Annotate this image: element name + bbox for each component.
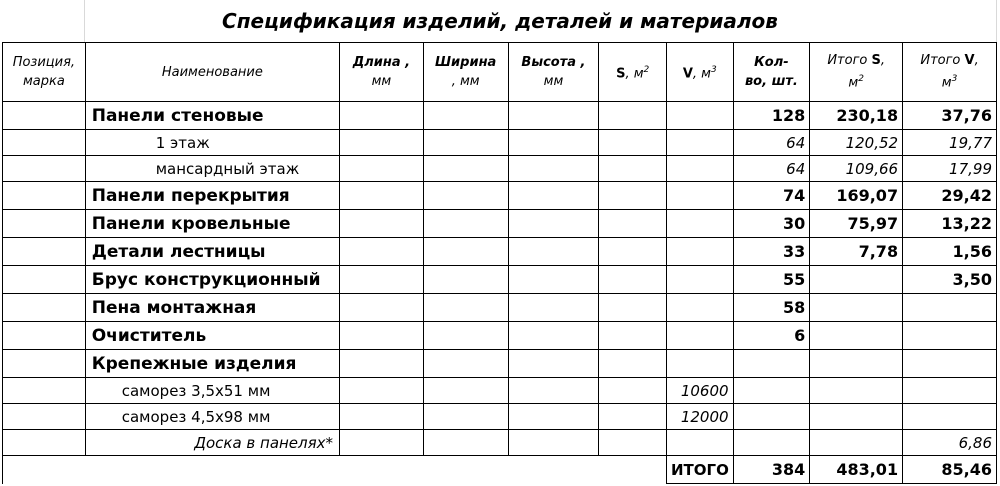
total-v-cell[interactable]: 13,22	[903, 210, 997, 238]
total-s-cell[interactable]: 120,52	[810, 130, 903, 156]
length-cell[interactable]	[340, 378, 424, 404]
height-cell[interactable]	[508, 238, 599, 266]
total-blank-cell	[423, 456, 508, 484]
width-cell[interactable]	[423, 102, 508, 130]
table-row[interactable]	[3, 156, 997, 182]
length-cell[interactable]	[340, 430, 424, 456]
s-cell[interactable]	[599, 266, 667, 294]
total-blank-cell	[599, 456, 667, 484]
item-name-cell[interactable]: 1 этаж	[85, 130, 339, 156]
item-name-cell[interactable]: Брус конструкционный	[85, 266, 339, 294]
height-cell[interactable]	[508, 378, 599, 404]
header-total-v: Итого V, $м^3$	[903, 43, 997, 102]
total-label: ИТОГО	[666, 456, 733, 484]
item-name-cell[interactable]: Доска в панелях*	[85, 430, 339, 456]
v-cell[interactable]	[666, 156, 733, 182]
header-width: Ширина , мм	[423, 43, 508, 102]
position-cell[interactable]	[3, 294, 86, 322]
position-cell[interactable]	[3, 378, 86, 404]
s-cell[interactable]	[599, 294, 667, 322]
position-cell[interactable]	[3, 322, 86, 350]
s-cell[interactable]	[599, 430, 667, 456]
item-name-cell[interactable]: Панели перекрытия	[85, 182, 339, 210]
total-s-cell[interactable]	[810, 350, 903, 378]
table-row[interactable]	[3, 210, 997, 238]
v-cell[interactable]: 10600	[666, 378, 733, 404]
total-blank-cell	[3, 456, 86, 484]
v-cell[interactable]	[666, 238, 733, 266]
table-row[interactable]	[3, 404, 997, 430]
position-cell[interactable]	[3, 238, 86, 266]
v-cell[interactable]	[666, 102, 733, 130]
qty-cell[interactable]: 33	[733, 238, 810, 266]
table-row[interactable]	[3, 294, 997, 322]
v-cell[interactable]	[666, 266, 733, 294]
total-v-cell[interactable]	[903, 404, 997, 430]
width-cell[interactable]	[423, 378, 508, 404]
table-row[interactable]	[3, 238, 997, 266]
document-title: Спецификация изделий, деталей и материалов	[222, 9, 778, 33]
s-cell[interactable]	[599, 322, 667, 350]
item-name-cell[interactable]: саморез 3,5х51 мм	[85, 378, 339, 404]
s-cell[interactable]	[599, 378, 667, 404]
item-name-cell[interactable]: саморез 4,5х98 мм	[85, 404, 339, 430]
width-cell[interactable]	[423, 182, 508, 210]
total-blank-cell	[508, 456, 599, 484]
header-name: Наименование	[85, 43, 339, 102]
s-cell[interactable]	[599, 210, 667, 238]
width-cell[interactable]	[423, 430, 508, 456]
table-row[interactable]	[3, 266, 997, 294]
item-name-cell[interactable]: мансардный этаж	[85, 156, 339, 182]
item-name-cell[interactable]: Панели стеновые	[85, 102, 339, 130]
total-s-cell[interactable]	[810, 266, 903, 294]
header-total-s: Итого S, $м^2$	[810, 43, 903, 102]
total-s-cell[interactable]: 230,18	[810, 102, 903, 130]
header-height: Высота , мм	[508, 43, 599, 102]
width-cell[interactable]	[423, 238, 508, 266]
height-cell[interactable]	[508, 130, 599, 156]
width-cell[interactable]	[423, 322, 508, 350]
s-cell[interactable]	[599, 156, 667, 182]
total-v-cell[interactable]: 3,50	[903, 266, 997, 294]
height-cell[interactable]	[508, 294, 599, 322]
specification-table	[2, 42, 997, 484]
total-v-cell[interactable]	[903, 350, 997, 378]
width-cell[interactable]	[423, 404, 508, 430]
v-cell[interactable]	[666, 210, 733, 238]
table-row[interactable]	[3, 378, 997, 404]
table-row[interactable]	[3, 350, 997, 378]
height-cell[interactable]	[508, 266, 599, 294]
item-name-cell[interactable]: Очиститель	[85, 322, 339, 350]
total-s: 483,01	[810, 456, 903, 484]
total-v-cell[interactable]: 29,42	[903, 182, 997, 210]
qty-cell[interactable]: 128	[733, 102, 810, 130]
position-cell[interactable]	[3, 210, 86, 238]
total-blank-cell	[85, 456, 339, 484]
header-v: V, $м^3$	[666, 43, 733, 102]
length-cell[interactable]	[340, 102, 424, 130]
total-v-cell[interactable]	[903, 378, 997, 404]
table-row[interactable]	[3, 130, 997, 156]
total-s-cell[interactable]	[810, 404, 903, 430]
position-cell[interactable]	[3, 350, 86, 378]
qty-cell[interactable]: 74	[733, 182, 810, 210]
width-cell[interactable]	[423, 294, 508, 322]
length-cell[interactable]	[340, 182, 424, 210]
item-name-cell[interactable]: Панели кровельные	[85, 210, 339, 238]
table-row[interactable]	[3, 182, 997, 210]
item-name-cell[interactable]: Детали лестницы	[85, 238, 339, 266]
s-cell[interactable]	[599, 350, 667, 378]
height-cell[interactable]	[508, 156, 599, 182]
total-v-cell[interactable]: 1,56	[903, 238, 997, 266]
length-cell[interactable]	[340, 156, 424, 182]
total-s-cell[interactable]: 7,78	[810, 238, 903, 266]
v-cell[interactable]	[666, 430, 733, 456]
total-blank-cell	[340, 456, 424, 484]
length-cell[interactable]	[340, 130, 424, 156]
header-position: Позиция, марка	[3, 43, 86, 102]
v-cell[interactable]	[666, 130, 733, 156]
total-s-cell[interactable]: 169,07	[810, 182, 903, 210]
total-v-cell[interactable]	[903, 294, 997, 322]
item-name-cell[interactable]: Пена монтажная	[85, 294, 339, 322]
height-cell[interactable]	[508, 430, 599, 456]
position-cell[interactable]	[3, 430, 86, 456]
total-v-cell[interactable]	[903, 322, 997, 350]
total-row	[3, 456, 997, 484]
total-v-cell[interactable]: 37,76	[903, 102, 997, 130]
s-cell[interactable]	[599, 102, 667, 130]
width-cell[interactable]	[423, 210, 508, 238]
length-cell[interactable]	[340, 350, 424, 378]
position-cell[interactable]	[3, 130, 86, 156]
total-v-cell[interactable]: 19,77	[903, 130, 997, 156]
position-cell[interactable]	[3, 182, 86, 210]
length-cell[interactable]	[340, 294, 424, 322]
length-cell[interactable]	[340, 238, 424, 266]
width-cell[interactable]	[423, 350, 508, 378]
table-row[interactable]	[3, 322, 997, 350]
total-s-cell[interactable]	[810, 294, 903, 322]
header-qty: Кол- во, шт.	[733, 43, 810, 102]
height-cell[interactable]	[508, 182, 599, 210]
height-cell[interactable]	[508, 102, 599, 130]
qty-cell[interactable]: 64	[733, 130, 810, 156]
v-cell[interactable]	[666, 182, 733, 210]
qty-cell[interactable]: 58	[733, 294, 810, 322]
qty-cell[interactable]	[733, 350, 810, 378]
s-cell[interactable]	[599, 404, 667, 430]
s-cell[interactable]	[599, 182, 667, 210]
qty-cell[interactable]: 30	[733, 210, 810, 238]
header-length: Длина , мм	[340, 43, 424, 102]
v-cell[interactable]	[666, 294, 733, 322]
qty-cell[interactable]: 64	[733, 156, 810, 182]
total-s-cell[interactable]	[810, 378, 903, 404]
table-row[interactable]	[3, 102, 997, 130]
height-cell[interactable]	[508, 350, 599, 378]
total-v-cell[interactable]: 17,99	[903, 156, 997, 182]
qty-cell[interactable]: 6	[733, 322, 810, 350]
position-cell[interactable]	[3, 156, 86, 182]
width-cell[interactable]	[423, 266, 508, 294]
position-cell[interactable]	[3, 266, 86, 294]
position-cell[interactable]	[3, 102, 86, 130]
total-v: 85,46	[903, 456, 997, 484]
width-cell[interactable]	[423, 130, 508, 156]
total-s-cell[interactable]: 75,97	[810, 210, 903, 238]
length-cell[interactable]	[340, 404, 424, 430]
height-cell[interactable]	[508, 404, 599, 430]
v-cell[interactable]	[666, 350, 733, 378]
qty-cell[interactable]	[733, 404, 810, 430]
qty-cell[interactable]	[733, 378, 810, 404]
position-cell[interactable]	[3, 404, 86, 430]
total-qty: 384	[733, 456, 810, 484]
qty-cell[interactable]	[733, 430, 810, 456]
header-row	[3, 43, 997, 102]
length-cell[interactable]	[340, 322, 424, 350]
header-s: S, $м^2$	[599, 43, 667, 102]
height-cell[interactable]	[508, 210, 599, 238]
length-cell[interactable]	[340, 210, 424, 238]
height-cell[interactable]	[508, 322, 599, 350]
table-row[interactable]	[3, 430, 997, 456]
width-cell[interactable]	[423, 156, 508, 182]
total-s-cell[interactable]	[810, 322, 903, 350]
v-cell[interactable]: 12000	[666, 404, 733, 430]
total-s-cell[interactable]	[810, 430, 903, 456]
s-cell[interactable]	[599, 130, 667, 156]
total-v-cell[interactable]: 6,86	[903, 430, 997, 456]
length-cell[interactable]	[340, 266, 424, 294]
qty-cell[interactable]: 55	[733, 266, 810, 294]
s-cell[interactable]	[599, 238, 667, 266]
total-s-cell[interactable]: 109,66	[810, 156, 903, 182]
v-cell[interactable]	[666, 322, 733, 350]
item-name-cell[interactable]: Крепежные изделия	[85, 350, 339, 378]
